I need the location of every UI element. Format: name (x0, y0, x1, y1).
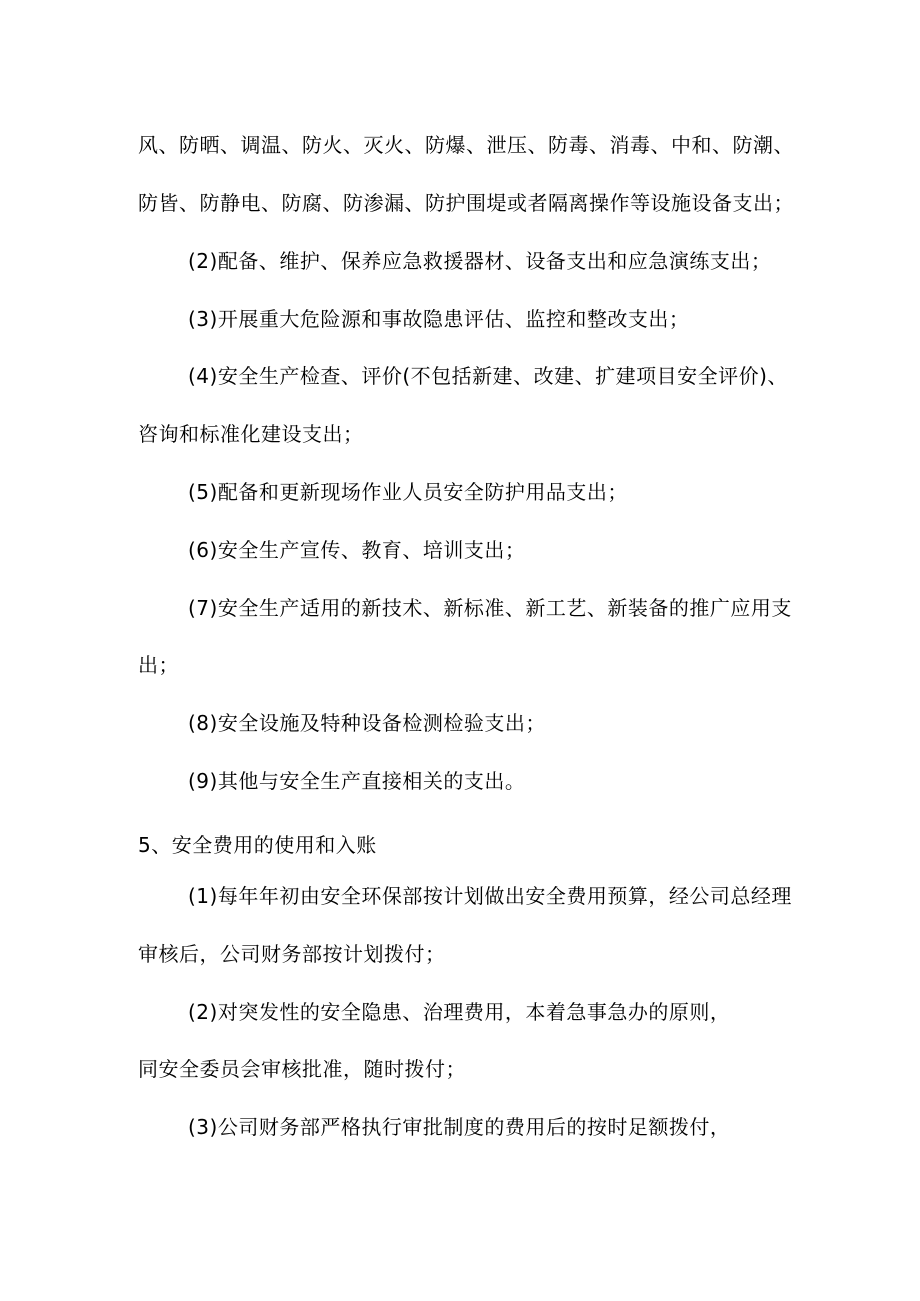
list-item-5: (5)配备和更新现场作业人员安全防护用品支出； (188, 480, 628, 504)
section-item-1: (1)每年年初由安全环保部按计划做出安全费用预算，经公司总经理 (188, 884, 792, 908)
list-item-3: (3)开展重大危险源和事故隐患评估、监控和整改支出； (188, 307, 690, 331)
section-item-2: (2)对突发性的安全隐患、治理费用，本着急事急办的原则， (188, 1000, 731, 1024)
list-item-9: (9)其他与安全生产直接相关的支出。 (188, 769, 526, 793)
list-item-4-continuation: 咨询和标准化建设支出； (138, 422, 364, 446)
paragraph-line: 风、防晒、调温、防火、灭火、防爆、泄压、防毒、消毒、中和、防潮、 (138, 133, 794, 157)
paragraph-line: 防皆、防静电、防腐、防渗漏、防护围堤或者隔离操作等设施设备支出； (138, 191, 794, 215)
list-item-8: (8)安全设施及特种设备检测检验支出； (188, 711, 546, 735)
section-item-1-continuation: 审核后，公司财务部按计划拨付； (138, 942, 446, 966)
section-heading: 5、安全费用的使用和入账 (138, 833, 377, 857)
list-item-7-continuation: 出； (138, 653, 179, 677)
section-item-2-continuation: 同安全委员会审核批准，随时拨付； (138, 1057, 466, 1081)
list-item-4: (4)安全生产检查、评价(不包括新建、改建、扩建项目安全评价)、 (188, 364, 788, 388)
section-item-3: (3)公司财务部严格执行审批制度的费用后的按时足额拨付， (188, 1115, 731, 1139)
list-item-7: (7)安全生产适用的新技术、新标准、新工艺、新装备的推广应用支 (188, 596, 792, 620)
list-item-6: (6)安全生产宣传、教育、培训支出； (188, 538, 526, 562)
list-item-2: (2)配备、维护、保养应急救援器材、设备支出和应急演练支出； (188, 249, 772, 273)
